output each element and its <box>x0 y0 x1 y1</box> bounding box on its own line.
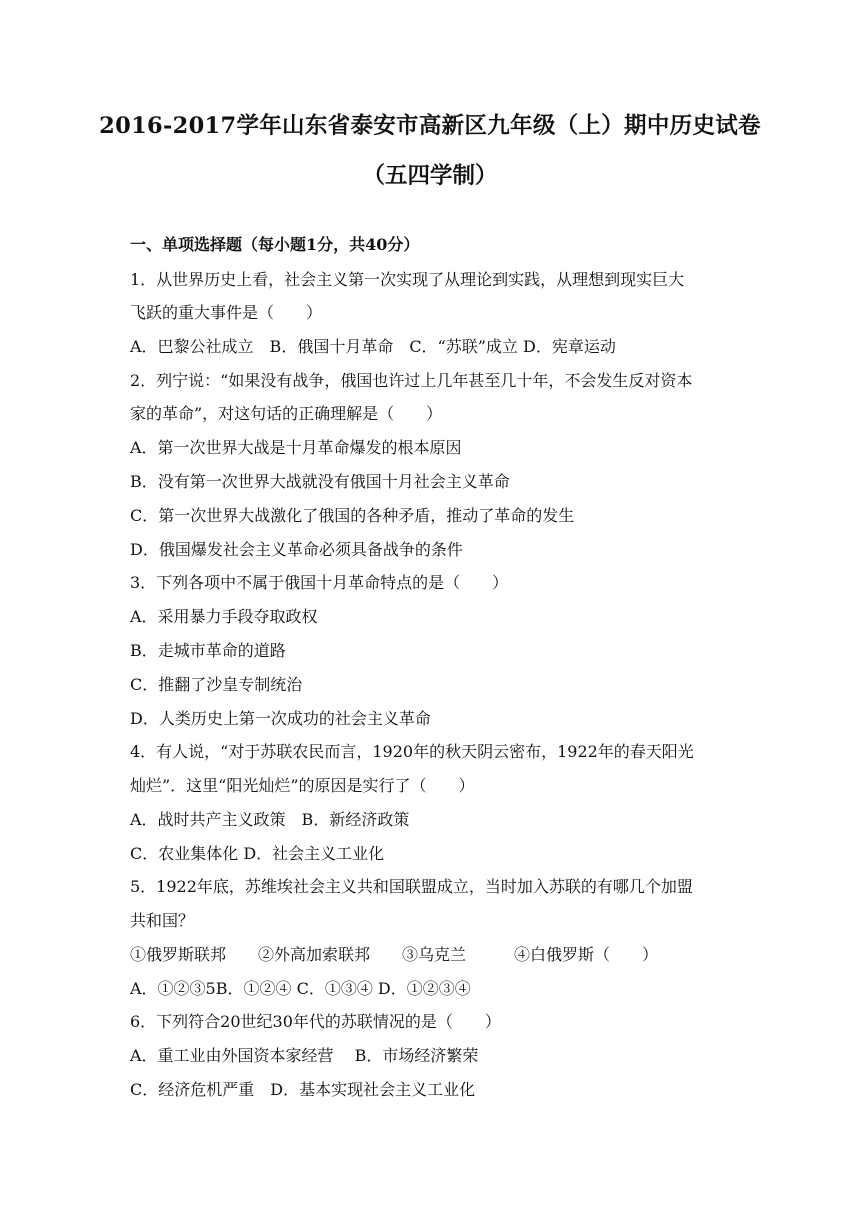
q2-option-a: A．第一次世界大战是十月革命爆发的根本原因 <box>130 438 462 457</box>
q5-stem-line1: 5．1922年底，苏维埃社会主义共和国联盟成立，当时加入苏联的有哪几个加盟 <box>130 877 693 896</box>
q3-option-b: B．走城市革命的道路 <box>130 641 286 660</box>
q3-stem: 3．下列各项中不属于俄国十月革命特点的是（ ） <box>130 573 509 592</box>
q2-option-b: B．没有第一次世界大战就没有俄国十月社会主义革命 <box>130 472 510 491</box>
q5-stem-line2: 共和国？ <box>130 911 195 930</box>
q6-options-ab: A．重工业由外国资本家经营 B．市场经济繁荣 <box>130 1046 479 1065</box>
q1-options: A．巴黎公社成立 B．俄国十月革命 C．“苏联”成立 D．宪章运动 <box>130 337 616 356</box>
exam-title: 2016-2017学年山东省泰安市高新区九年级（上）期中历史试卷 <box>99 113 761 139</box>
q2-option-c: C．第一次世界大战激化了俄国的各种矛盾，推动了革命的发生 <box>130 506 575 525</box>
q5-items: ①俄罗斯联邦 ②外高加索联邦 ③乌克兰 ④白俄罗斯（ ） <box>130 945 659 964</box>
q2-stem-line2: 家的革命”，对这句话的正确理解是（ ） <box>130 404 443 423</box>
q5-options: A．①②③5B．①②④ C．①③④ D．①②③④ <box>130 979 471 998</box>
section-heading: 一、单项选择题（每小题1分，共40分） <box>130 235 420 254</box>
q2-stem-line1: 2．列宁说：“如果没有战争，俄国也许过上几年甚至几十年，不会发生反对资本 <box>130 371 693 390</box>
q4-stem-line2: 灿烂”．这里“阳光灿烂”的原因是实行了（ ） <box>130 776 475 795</box>
exam-subtitle: （五四学制） <box>362 163 498 189</box>
q4-options-cd: C．农业集体化 D．社会主义工业化 <box>130 844 385 863</box>
q3-option-d: D．人类历史上第一次成功的社会主义革命 <box>130 709 431 728</box>
q3-option-a: A．采用暴力手段夺取政权 <box>130 607 318 626</box>
q6-options-cd: C．经济危机严重 D．基本实现社会主义工业化 <box>130 1080 476 1099</box>
q1-stem-line1: 1．从世界历史上看，社会主义第一次实现了从理论到实践，从理想到现实巨大 <box>130 270 685 289</box>
q3-option-c: C．推翻了沙皇专制统治 <box>130 675 303 694</box>
q4-stem-line1: 4．有人说，“对于苏联农民而言，1920年的秋天阴云密布，1922年的春天阳光 <box>130 742 694 761</box>
q2-option-d: D．俄国爆发社会主义革命必须具备战争的条件 <box>130 540 463 559</box>
q4-options-ab: A．战时共产主义政策 B．新经济政策 <box>130 810 410 829</box>
q1-stem-line2: 飞跃的重大事件是（ ） <box>130 303 323 322</box>
q6-stem: 6．下列符合20世纪30年代的苏联情况的是（ ） <box>130 1012 501 1031</box>
